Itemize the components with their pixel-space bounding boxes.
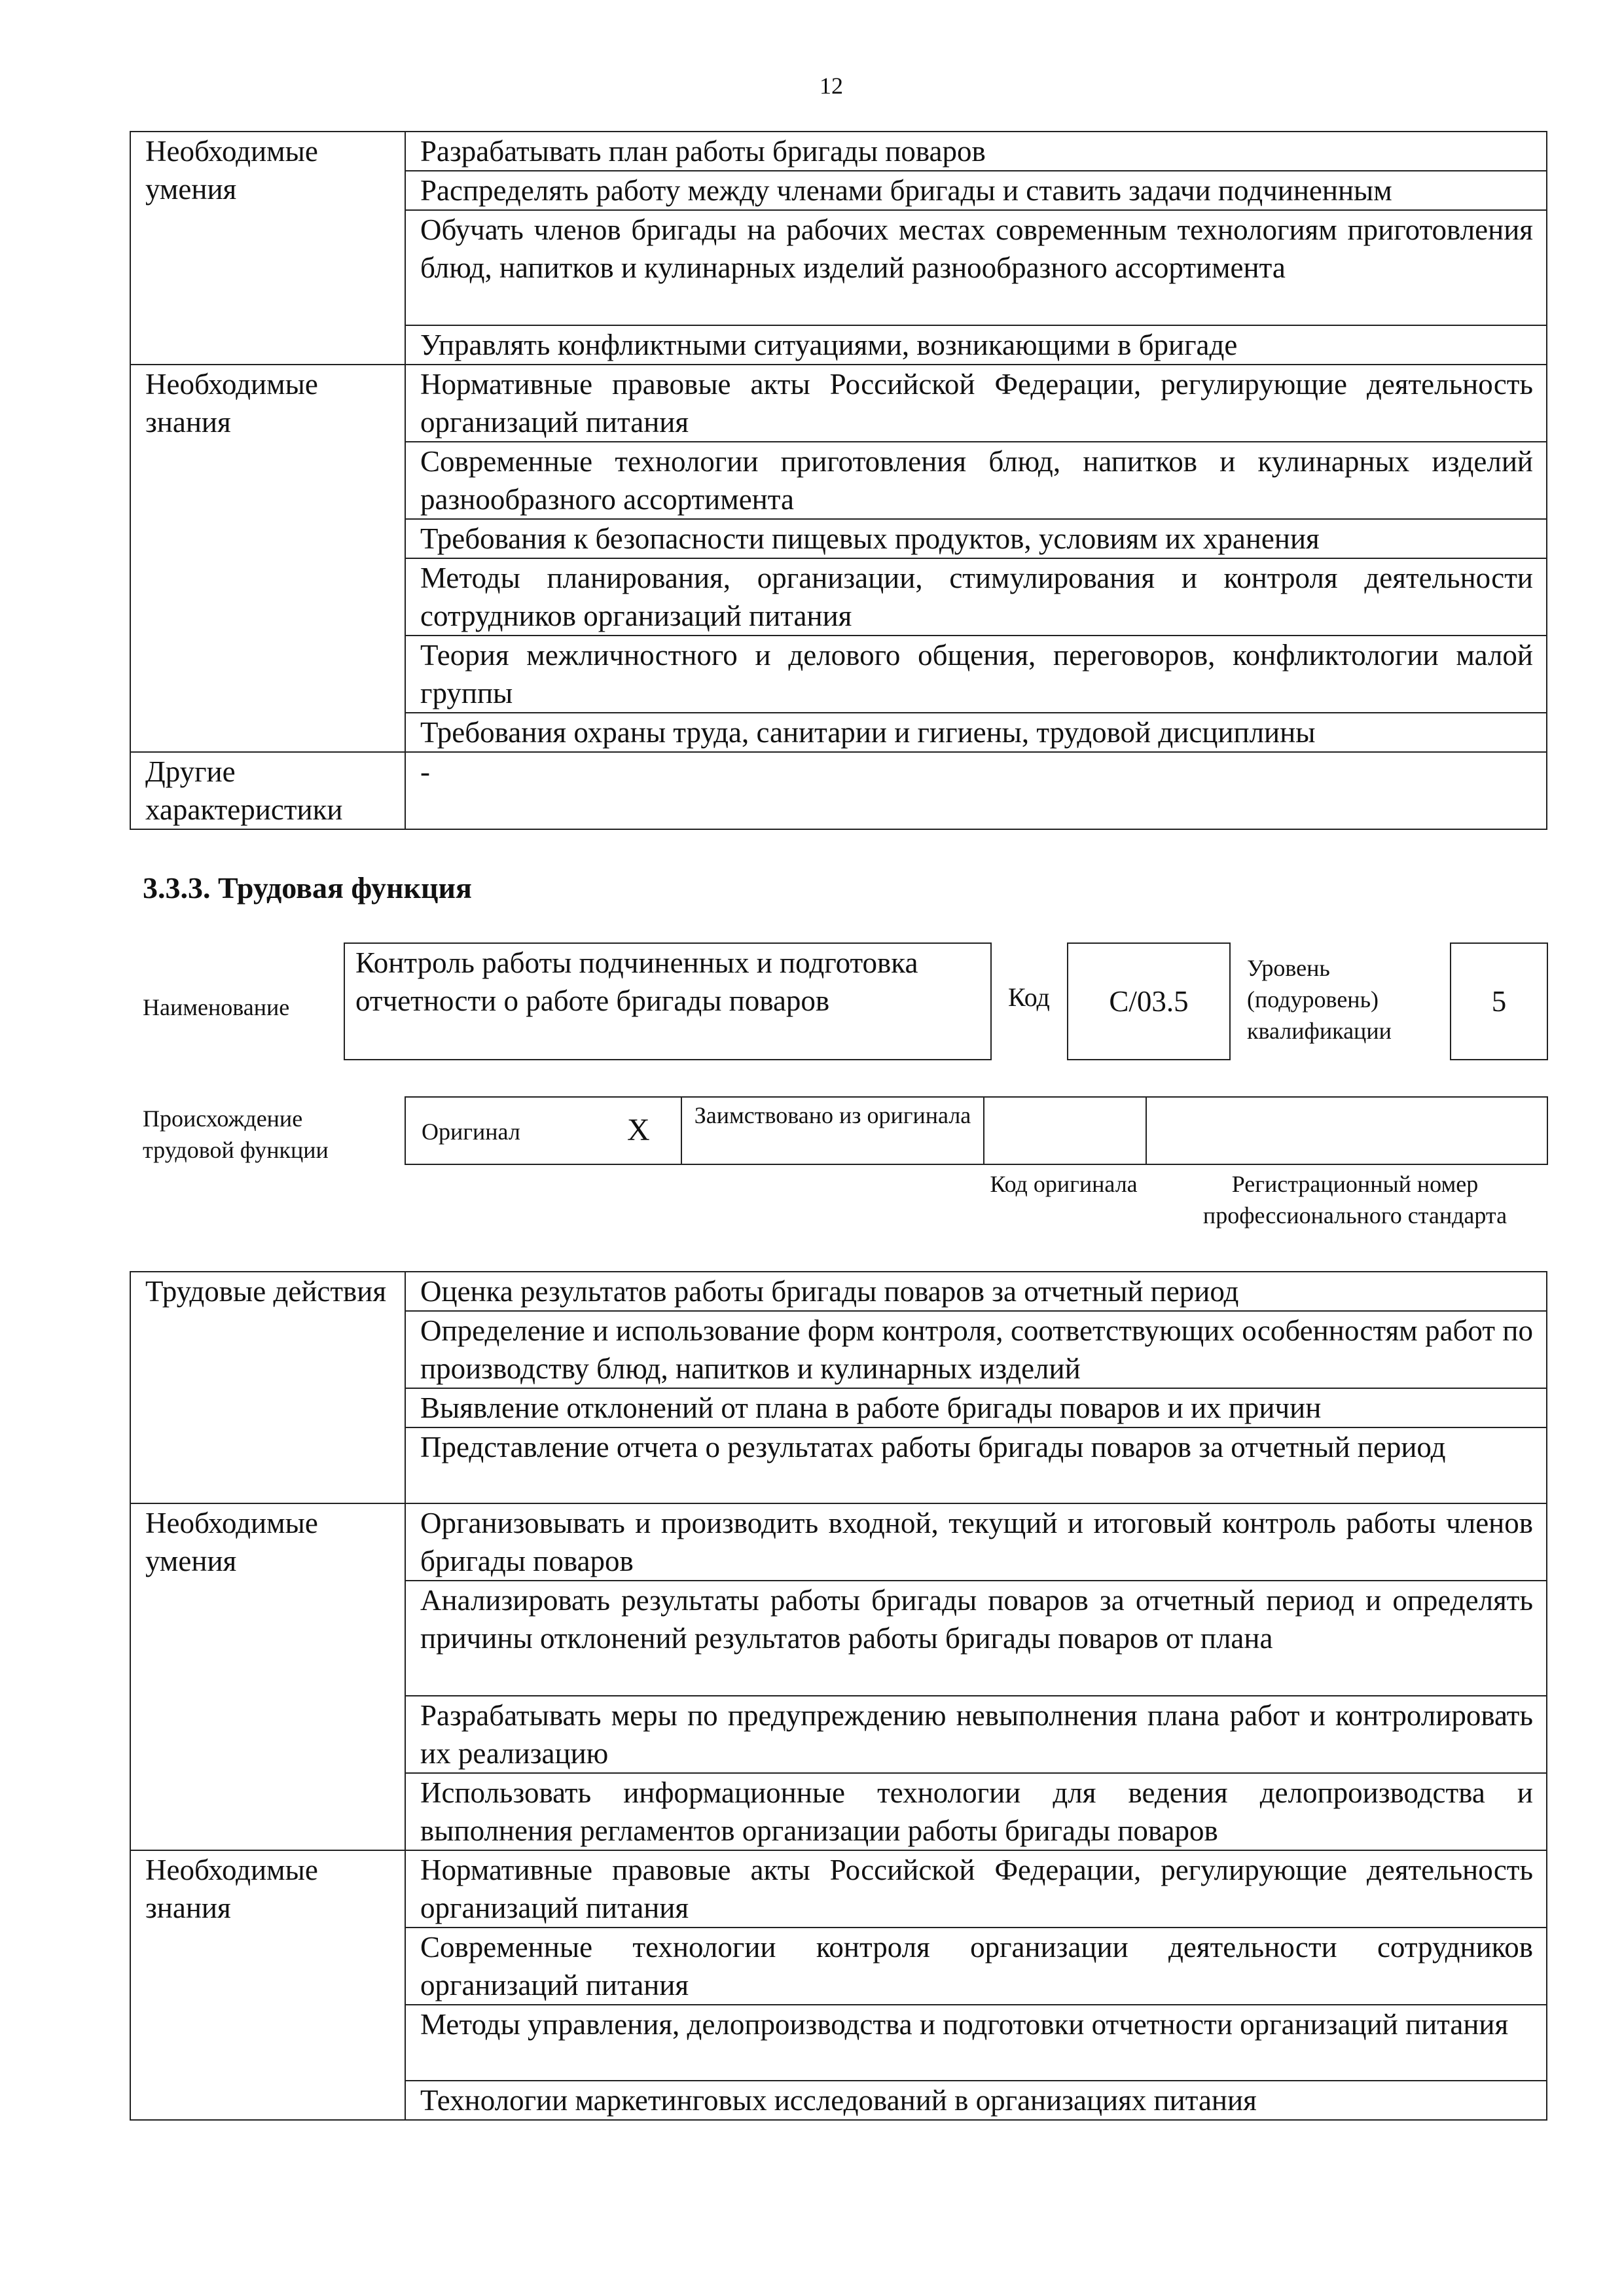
level-label: Уровень (подуровень) квалификации xyxy=(1247,955,1392,1044)
table-cell: Методы управления, делопроизводства и подготовки отчетности организаций питания xyxy=(405,2005,1547,2081)
group-label: Необходимые знания xyxy=(130,365,405,752)
function-name-box xyxy=(344,942,992,1060)
divider xyxy=(1146,1098,1147,1164)
table-cell: Технологии маркетинговых исследований в организациях питания xyxy=(405,2081,1547,2120)
page-number: 12 xyxy=(820,73,843,99)
level-box xyxy=(1450,942,1548,1060)
function-name-value: Контроль работы подчиненных и подготовка отчетности о работе бригады поваров xyxy=(355,946,918,1017)
table-cell: Представление отчета о результатах работы бригады поваров за отчетный период xyxy=(405,1427,1547,1503)
group-label: Необходимые знания xyxy=(130,1850,405,2120)
table-cell: Выявление отклонений от плана в работе бригады поваров и их причин xyxy=(405,1388,1547,1427)
table-cell: Оценка результатов работы бригады поваров за отчетный период xyxy=(405,1272,1547,1311)
skills-knowledge-table xyxy=(130,131,1547,830)
code-value: C/03.5 xyxy=(1109,985,1189,1018)
borrowed-label: Заимствовано из оригинала xyxy=(694,1102,971,1128)
table-cell: Разрабатывать план работы бригады поваров xyxy=(405,132,1547,171)
origin-box xyxy=(405,1096,1548,1165)
code-label: Код xyxy=(1008,982,1050,1012)
section-heading: 3.3.3. Трудовая функция xyxy=(143,871,472,905)
table-cell: Требования охраны труда, санитарии и гигиены, трудовой дисциплины xyxy=(405,713,1547,752)
group-label: Другие характеристики xyxy=(130,752,405,829)
table-cell: - xyxy=(405,752,1547,829)
table-cell: Использовать информационные технологии для ведения делопроизводства и выполнения регламентов организации работы бригады поваров xyxy=(405,1773,1547,1850)
table-cell: Определение и использование форм контроля, соответствующих особенностям работ по производству блюд, напитков и кулинарных изделий xyxy=(405,1311,1547,1388)
original-label: Оригинал xyxy=(422,1119,520,1145)
table-cell: Теория межличностного и делового общения, переговоров, конфликтологии малой группы xyxy=(405,636,1547,713)
code-original-caption: Код оригинала xyxy=(990,1171,1138,1197)
reg-number-caption: Регистрационный номер профессионального стандарта xyxy=(1202,1171,1507,1229)
table-cell: Организовывать и производить входной, текущий и итоговый контроль работы членов бригады поваров xyxy=(405,1503,1547,1581)
table-cell: Современные технологии приготовления блюд, напитков и кулинарных изделий разнообразного ассортимента xyxy=(405,442,1547,519)
level-value: 5 xyxy=(1491,985,1507,1018)
table-cell: Управлять конфликтными ситуациями, возникающими в бригаде xyxy=(405,325,1547,365)
table-cell: Методы планирования, организации, стимулирования и контроля деятельности сотрудников организаций питания xyxy=(405,558,1547,636)
original-mark: X xyxy=(627,1113,650,1147)
table-cell: Требования к безопасности пищевых продуктов, условиям их хранения xyxy=(405,519,1547,558)
group-label: Трудовые действия xyxy=(130,1272,405,1503)
group-label: Необходимые умения xyxy=(130,132,405,365)
origin-label: Происхождение трудовой функции xyxy=(143,1105,329,1163)
labor-function-table xyxy=(130,1271,1547,2121)
table-cell: Анализировать результаты работы бригады поваров за отчетный период и определять причины отклонений результатов работы бригады поваров от плана xyxy=(405,1581,1547,1696)
code-box xyxy=(1067,942,1231,1060)
table-cell: Нормативные правовые акты Российской Федерации, регулирующие деятельность организаций питания xyxy=(405,365,1547,442)
divider xyxy=(983,1098,984,1164)
table-cell: Разрабатывать меры по предупреждению невыполнения плана работ и контролировать их реализацию xyxy=(405,1696,1547,1773)
name-label: Наименование xyxy=(143,994,290,1020)
group-label: Необходимые умения xyxy=(130,1503,405,1850)
table-cell: Современные технологии контроля организации деятельности сотрудников организаций питания xyxy=(405,1928,1547,2005)
table-cell: Нормативные правовые акты Российской Федерации, регулирующие деятельность организаций питания xyxy=(405,1850,1547,1928)
table-cell: Распределять работу между членами бригады и ставить задачи подчиненным xyxy=(405,171,1547,210)
table-cell: Обучать членов бригады на рабочих местах современным технологиям приготовления блюд, напитков и кулинарных изделий разнообразного ассортимента xyxy=(405,210,1547,325)
